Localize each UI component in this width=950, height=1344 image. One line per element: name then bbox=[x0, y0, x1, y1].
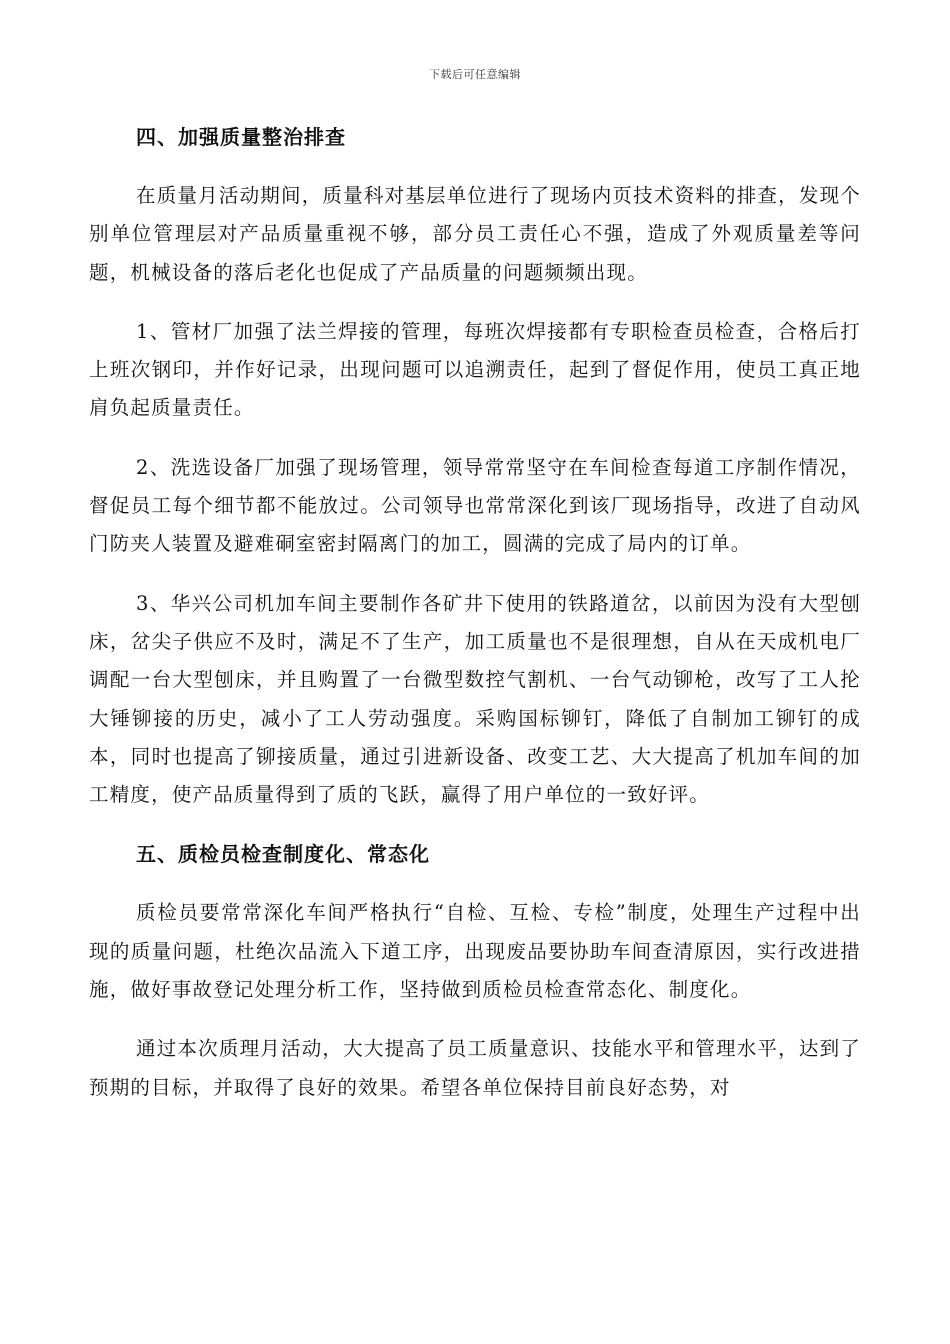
header-note: 下载后可任意编辑 bbox=[429, 68, 521, 81]
paragraph: 通过本次质理月活动，大大提高了员工质量意识、技能水平和管理水平，达到了预期的目标，并取得了良好的效果。希望各单位保持目前良好态势，对 bbox=[89, 1037, 861, 1099]
paragraph: 1、管材厂加强了法兰焊接的管理，每班次焊接都有专职检查员检查，合格后打上班次钢印，并作好记录，出现问题可以追溯责任，起到了督促作用，使员工真正地肩负起质量责任。 bbox=[89, 319, 861, 420]
section-heading-5: 五、质检员检查制度化、常态化 bbox=[136, 842, 430, 867]
section-heading-4: 四、加强质量整治排查 bbox=[136, 125, 346, 149]
paragraph: 2、洗选设备厂加强了现场管理，领导常常坚守在车间检查每道工序制作情况，督促员工每个细节都不能放过。公司领导也常常深化到该厂现场指导，改进了自动风门防夹人装置及避难硐室密封隔离门的加工，圆满的完成了局内的订单。 bbox=[89, 455, 861, 556]
document-body bbox=[89, 118, 861, 1128]
paragraph: 3、华兴公司机加车间主要制作各矿井下使用的铁路道岔，以前因为没有大型刨床，岔尖子供应不及时，满足不了生产，加工质量也不是很理想，自从在天成机电厂调配一台大型刨床，并且购置了一台微型数控气割机、一台气动铆枪，改写了工人抡大锤铆接的历史，减小了工人劳动强度。采购国标铆钉，降低了自制加工铆钉的成本，同时也提高了铆接质量，通过引进新设备、改变工艺、大大提高了机加车间的加工精度，使产品质量得到了质的飞跃，赢得了用户单位的一致好评。 bbox=[89, 591, 861, 807]
paragraph: 在质量月活动期间，质量科对基层单位进行了现场内页技术资料的排查，发现个别单位管理层对产品质量重视不够，部分员工责任心不强，造成了外观质量差等问题，机械设备的落后老化也促成了产品质量的问题频频出现。 bbox=[89, 184, 861, 284]
paragraph: 质检员要常常深化车间严格执行“自检、互检、专检”制度，处理生产过程中出现的质量问题，杜绝次品流入下道工序，出现废品要协助车间查清原因，实行改进措施，做好事故登记处理分析工作，坚持做到质检员检查常态化、制度化。 bbox=[89, 901, 861, 1002]
